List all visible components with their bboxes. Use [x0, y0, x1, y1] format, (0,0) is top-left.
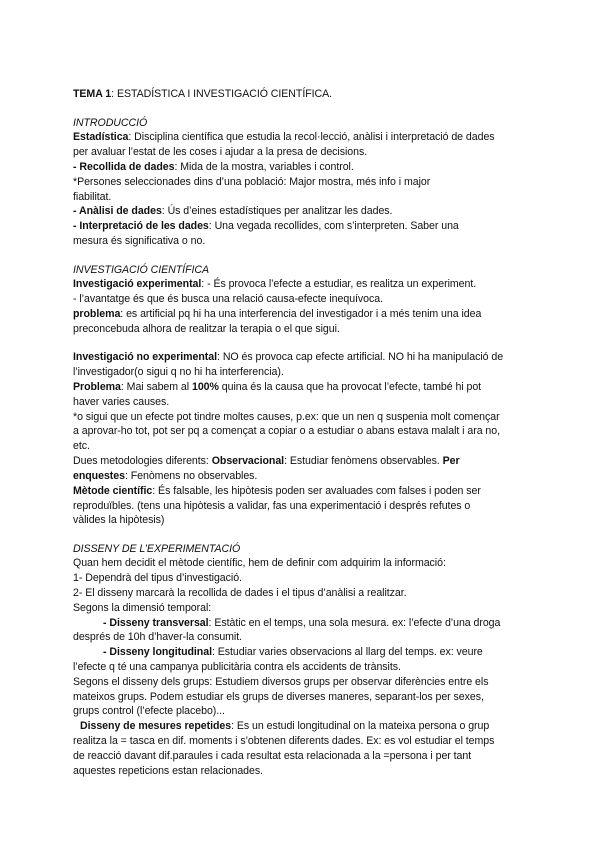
definition-text: : Ús d’eines estadístiques per analitzar les dades.: [161, 205, 393, 217]
definition-text: : Es un estudi longitudinal on la mateixa persona o grup: [231, 720, 490, 732]
definition-text: quina és la causa que ha provocat l’efecte, també hi pot: [218, 381, 482, 393]
definition-text: : Mida de la mostra, variables i control.: [174, 161, 354, 173]
paragraph-line: [73, 454, 460, 468]
paragraph-line: l’investigador(o sigui q no hi ha interferencia).: [73, 366, 284, 378]
paragraph-line: [73, 350, 503, 364]
paragraph-line: vàlides la hipòtesis): [73, 514, 165, 526]
paragraph-line: Segons la dimensió temporal:: [73, 602, 212, 614]
term-longitudinal: - Disseny longitudinal: [103, 646, 212, 658]
paragraph-line: *o sigui que un efecte pot tindre moltes causes, p.ex: que un nen q suspenia molt començar: [73, 411, 500, 423]
paragraph-line: [80, 719, 489, 733]
paragraph-line: [73, 484, 481, 498]
paragraph-line: després de 10h d’haver-la consumit.: [73, 631, 243, 643]
definition-text: : És falsable, les hipòtesis poden ser avaluades com falses i poden ser: [152, 485, 481, 497]
definition-text: : NO és provoca cap efecte artificial. NO hi ha manipulació de: [217, 351, 504, 363]
term-per: Per: [442, 455, 460, 467]
paragraph-line: Segons el disseny dels grups: Estudiem diversos grups per observar diferències entre els: [73, 676, 489, 688]
paragraph-line: realitza la = tasca en dif. moments i s’obtenen diferents dades. Ex: es vol estudiar el temps: [73, 735, 495, 747]
term-transversal: - Disseny transversal: [103, 617, 209, 629]
definition-text: : Disciplina científica que estudia la recol·lecció, anàlisi i interpretació de dades: [128, 131, 495, 143]
paragraph-line: de reacció davant dif.paraules i cada resultat esta relacionada a la =persona i per tant: [73, 750, 472, 762]
definition-text: : Fenòmens no observables.: [124, 470, 258, 482]
section-heading-introduccio: INTRODUCCIÓ: [73, 117, 148, 129]
term-problema: problema: [73, 308, 121, 320]
paragraph-line: a aprovar-ho tot, pot ser pq a començat a copiar o a estudiar o abans estava malalt i ara no,: [73, 425, 500, 437]
paragraph-line: mateixos grups. Podem estudiar els grups de diverses maneres, separant-los per sexes,: [73, 691, 484, 703]
paragraph-line: aquestes repeticions estan relacionades.: [73, 765, 263, 777]
paragraph-line: [73, 469, 257, 483]
title-label: TEMA 1: [73, 88, 112, 100]
term-problema-2: Problema: [73, 381, 121, 393]
paragraph-line: mesura és significativa o no.: [73, 235, 206, 247]
document-title: [73, 87, 332, 101]
paragraph-line: grups control (l’efecte placebo)...: [73, 705, 225, 717]
definition-text: : - És provoca l’efecte a estudiar, es realitza un experiment.: [201, 278, 477, 290]
term-mesures-repetides: Disseny de mesures repetides: [80, 720, 232, 732]
term-enquestes: enquestes: [73, 470, 125, 482]
paragraph-line: [73, 160, 354, 174]
paragraph-line: etc.: [73, 440, 90, 452]
paragraph-line: [73, 307, 481, 321]
definition-text: : Mai sabem al: [120, 381, 192, 393]
term-interpretacio: - Interpretació de les dades: [73, 220, 209, 232]
paragraph-line: [103, 616, 500, 630]
term-observacional: Observacional: [211, 455, 285, 467]
paragraph-line: - l’avantatge és que és busca una relació causa-efecte inequívoca.: [73, 293, 384, 305]
term-recollida: - Recollida de dades: [73, 161, 175, 173]
paragraph-line: 1- Dependrà del tipus d’investigació.: [73, 572, 242, 584]
paragraph-line: [73, 380, 481, 394]
term-experimental: Investigació experimental: [73, 278, 202, 290]
definition-text: Dues metodologies diferents:: [73, 455, 212, 467]
paragraph-line: 2- El disseny marcarà la recollida de dades i el tipus d’anàlisi a realitzar.: [73, 587, 407, 599]
paragraph-line: fiabilitat.: [73, 191, 112, 203]
paragraph-line: reproduïbles. (tens una hipòtesis a validar, fas una experimentació i després refutes o: [73, 500, 471, 512]
term-metode: Mètode científic: [73, 485, 153, 497]
paragraph-line: *Persones seleccionades dins d’una població: Major mostra, més info i major: [73, 176, 431, 188]
section-heading-investigacio: INVESTIGACIÓ CIENTÍFICA: [73, 264, 209, 276]
paragraph-line: l’efecte q té una campanya publicitària contra els accidents de trànsits.: [73, 661, 401, 673]
section-heading-disseny: DISSENY DE L’EXPERIMENTACIÓ: [73, 543, 241, 555]
definition-text: : Estàtic en el temps, una sola mesura. ex: l’efecte d’una droga: [208, 617, 501, 629]
paragraph-line: [73, 204, 392, 218]
paragraph-line: per avaluar l’estat de les coses i ajudar a la presa de decisions.: [73, 146, 368, 158]
emphasis-100: 100%: [191, 381, 219, 393]
definition-text: : Una vegada recollides, com s’interpreten. Saber una: [208, 220, 459, 232]
definition-text: : Estudiar fenòmens observables.: [284, 455, 443, 467]
term-no-experimental: Investigació no experimental: [73, 351, 218, 363]
paragraph-line: haver varies causes.: [73, 396, 170, 408]
paragraph-line: [73, 130, 495, 144]
paragraph-line: Quan hem decidit el mètode científic, hem de definir com adquirim la informació:: [73, 557, 446, 569]
definition-text: : Estudiar varies observacions al llarg del temps. ex: veure: [211, 646, 483, 658]
paragraph-line: preconcebuda alhora de realitzar la terapia o el que sigui.: [73, 323, 340, 335]
term-analisi: - Anàlisi de dades: [73, 205, 162, 217]
definition-text: : es artificial pq hi ha una interferencia del investigador i a més tenim una idea: [120, 308, 482, 320]
term-estadistica: Estadística: [73, 131, 129, 143]
paragraph-line: [103, 645, 483, 659]
title-text: : ESTADÍSTICA I INVESTIGACIÓ CIENTÍFICA.: [111, 88, 333, 100]
paragraph-line: [73, 277, 476, 291]
paragraph-line: [73, 219, 459, 233]
